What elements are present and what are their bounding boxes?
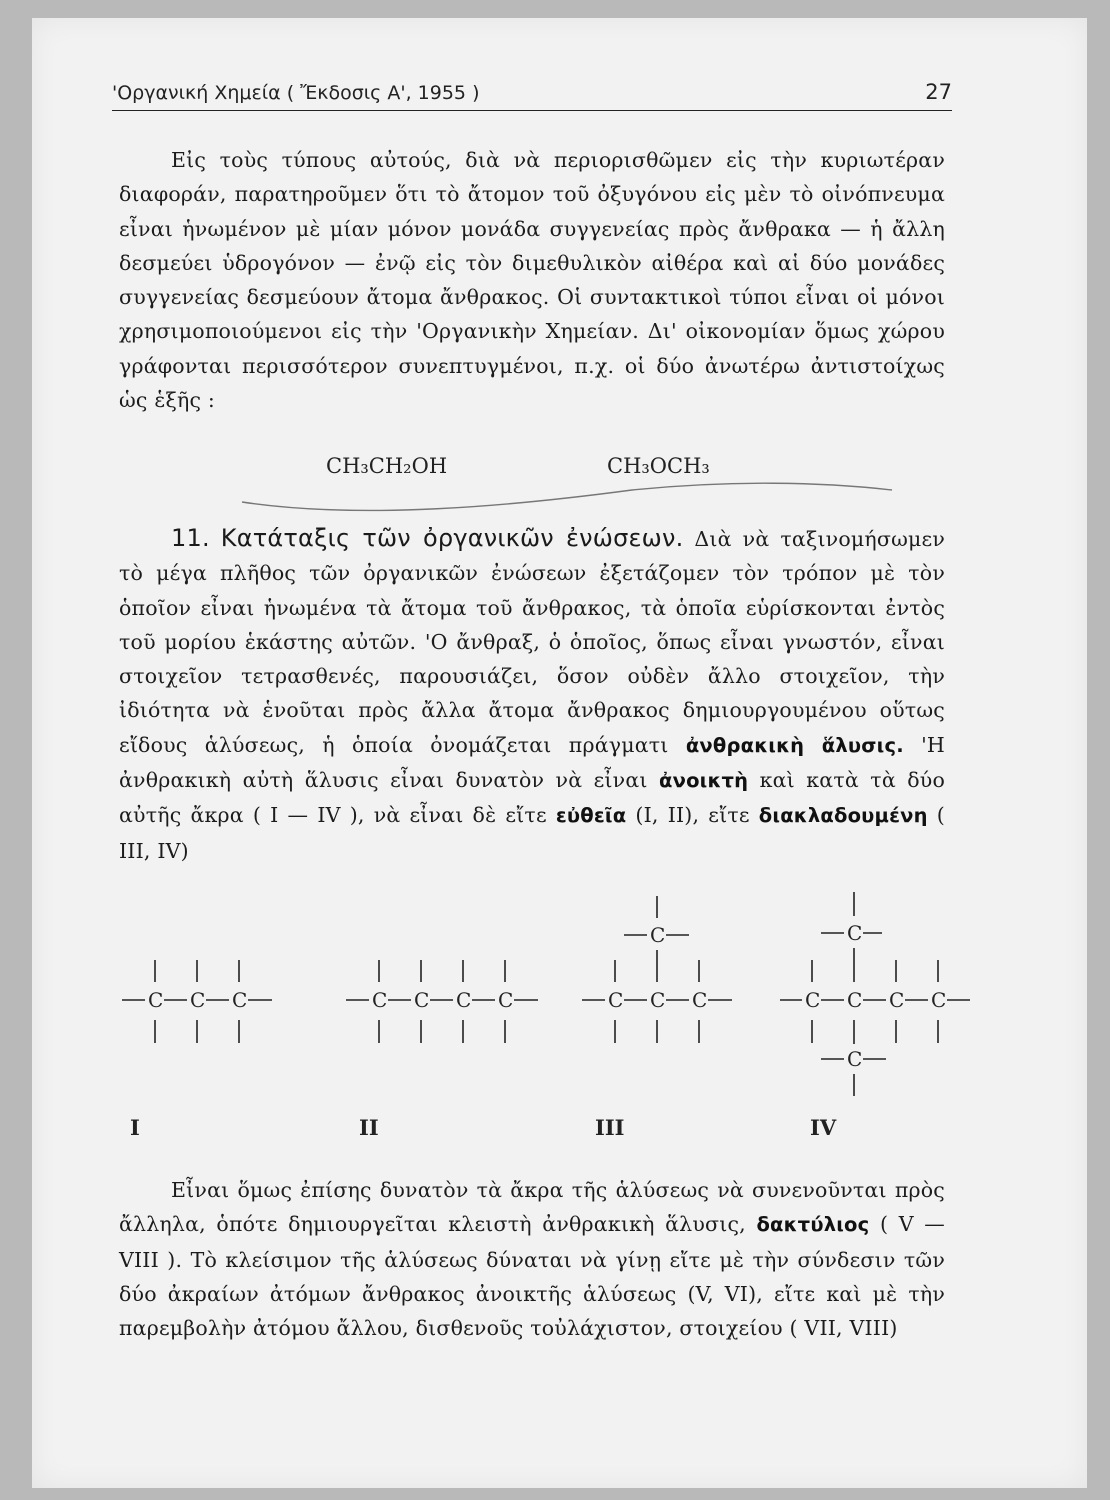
structure-ii (346, 960, 538, 1043)
carbon-atom: C (847, 921, 863, 945)
section-number: 11. (171, 524, 210, 552)
carbon-atom: C (805, 988, 821, 1012)
carbon-atom: C (650, 923, 666, 947)
carbon-atom: C (608, 988, 624, 1012)
running-title: 'Οργανική Χημεία ( Ἔκδοσις Α', 1955 ) (112, 82, 480, 104)
structure-label-i: I (130, 1115, 140, 1140)
carbon-atom: C (148, 988, 164, 1012)
carbon-atom: C (931, 988, 947, 1012)
structure-label-iii: III (595, 1115, 625, 1140)
dimethyl-ether-formula: CH₃OCH₃ (607, 454, 710, 478)
ethanol-formula: CH₃CH₂OH (326, 454, 448, 478)
paragraph-3-text-b: ( V — VIII ). Τὸ κλείσιμον τῆς ἁλύσεως δύναται νὰ γίνῃ εἴτε μὲ τὴν σύνδεσιν τῶν δύο ἀκραίων ἀτόμων ἄνθρακος ἀνοικτῆς ἁλύσεως (V, VI), εἴτε καὶ μὲ τὴν παρεμβολὴν ἀτόμου ἄλλου, δισθενοῦς τοὐλάχιστον, στοιχείου ( VII, VIII) (119, 1212, 945, 1341)
structure-iii (582, 896, 732, 1043)
carbon-atom: C (414, 988, 430, 1012)
carbon-atom: C (692, 988, 708, 1012)
section-text-c: καὶ κατὰ τὰ δύο αὐτῆς ἄκρα ( I — IV ), νὰ εἶναι δὲ εἴτε (119, 768, 945, 828)
carbon-atom: C (498, 988, 514, 1012)
paragraph-structural-formulas (119, 143, 945, 417)
section-11 (119, 521, 945, 868)
structure-label-iv: IV (810, 1115, 837, 1140)
structure-i (122, 960, 272, 1043)
section-text-d: (I, II), εἴτε (635, 803, 750, 828)
book-page (32, 18, 1087, 1488)
carbon-atom: C (889, 988, 905, 1012)
carbon-atom: C (372, 988, 388, 1012)
running-header (112, 78, 952, 111)
term-ring: δακτύλιος (756, 1213, 870, 1237)
carbon-atom: C (232, 988, 248, 1012)
structure-drawings (32, 878, 1087, 1108)
structure-iv (780, 892, 970, 1096)
carbon-atom: C (650, 988, 666, 1012)
carbon-atom: C (847, 1047, 863, 1071)
carbon-atom: C (847, 988, 863, 1012)
carbon-chain-diagrams (32, 878, 1087, 1158)
term-straight: εὐθεῖα (555, 804, 627, 828)
paragraph-closed-chain (119, 1173, 945, 1345)
section-text-a: Διὰ νὰ ταξινομήσωμεν τὸ μέγα πλῆθος τῶν ὀργανικῶν ἐνώσεων ἐξετάζομεν τὸν τρόπον μὲ τὸν ὁποῖον εἶναι ἡνωμένα τὰ ἄτομα τοῦ ἄνθρακος, τὰ ὁποῖα εὑρίσκονται ἐντὸς τοῦ μορίου ἑκάστης αὐτῶν. 'Ο ἄνθραξ, ὁ ὁποῖος, ὅπως εἶναι γνωστόν, εἶναι στοιχεῖον τετρασθενές, παρουσιάζει, ὅσον οὐδὲν ἄλλο στοιχεῖον, τὴν ἰδιότητα νὰ ἑνοῦται πρὸς ἄλλα ἄτομα ἄνθρακος δημιουργουμένου οὕτως εἴδους ἁλύσεως, ἡ ὁποία ὀνομάζεται πράγματι (119, 527, 946, 757)
carbon-atom: C (190, 988, 206, 1012)
structure-label-ii: II (359, 1115, 379, 1140)
paragraph-1-text: Εἰς τοὺς τύπους αὐτούς, διὰ νὰ περιορισθῶμεν εἰς τὴν κυριωτέραν διαφοράν, παρατηροῦμεν ὅτι τὸ ἄτομον τοῦ ὀξυγόνου εἰς μὲν τὸ οἰνόπνευμα εἶναι ἡνωμένον μὲ μίαν μόνον μονάδα συγγενείας πρὸς ἄνθρακα — ἡ ἄλλη δεσμεύει ὑδρογόνον — ἐνῷ εἰς τὸν διμεθυλικὸν αἰθέρα καὶ αἱ δύο μονάδες συγγενείας δεσμεύουν ἄτομα ἄνθρακος. Οἱ συντακτικοὶ τύποι εἶναι οἱ μόνοι χρησιμοποιούμενοι εἰς τὴν 'Οργανικὴν Χημείαν. Δι' οἰκονομίαν ὅμως χώρου γράφονται περισσότερον συνεπτυγμένοι, π.χ. οἱ δύο ἀνωτέρω ἀντιστοίχως ὡς ἑξῆς : (119, 148, 945, 413)
term-open: ἀνοικτὴ (658, 769, 749, 793)
term-branched: διακλαδουμένη (758, 804, 928, 828)
paragraph-3-text-a: Εἶναι ὅμως ἐπίσης δυνατὸν τὰ ἄκρα τῆς ἁλύσεως νὰ συνενοῦνται πρὸς ἄλληλα, ὁπότε δημιουργεῖται κλειστὴ ἀνθρακικὴ ἅλυσις, (119, 1178, 945, 1237)
term-carbon-chain: ἀνθρακικὴ ἅλυσις. (685, 733, 904, 757)
section-text-b: 'Η ἀνθρακικὴ αὐτὴ ἅλυσις εἶναι δυνατὸν νὰ εἶναι (119, 732, 946, 793)
section-title: Κατάταξις τῶν ὀργανικῶν ἐνώσεων. (220, 524, 684, 552)
page-number: 27 (925, 80, 952, 104)
section-text-e: ( III, IV) (119, 803, 945, 863)
carbon-atom: C (456, 988, 472, 1012)
